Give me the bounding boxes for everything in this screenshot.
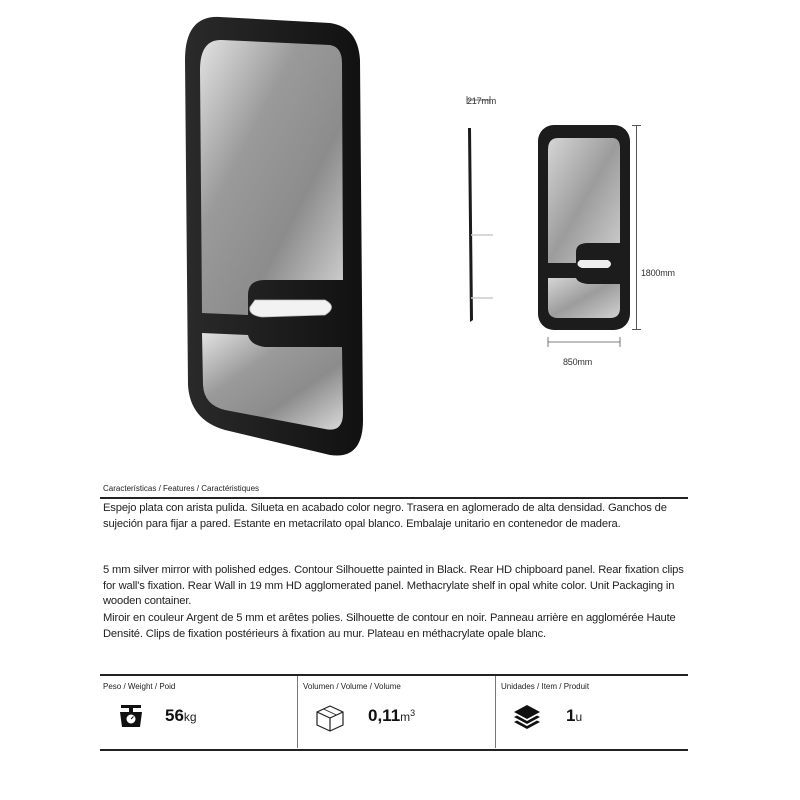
height-dimension-label: 1800mm: [641, 268, 675, 278]
spec-weight: [100, 676, 290, 748]
side-view-drawing: [455, 90, 505, 330]
front-view-drawing: [530, 120, 640, 350]
divider-bottom: [100, 749, 688, 751]
mirror-glass-upper: [200, 40, 343, 315]
scale-icon: [118, 704, 144, 728]
height-dimension-tick-top: [632, 125, 641, 126]
spec-volume: [297, 676, 488, 748]
spec-volume-unit-exponent: 3: [410, 708, 416, 718]
description-spanish: Espejo plata con arista pulida. Silueta en acabado color negro. Trasera en aglomerado de alta densidad. Ganchos de sujeción para fijar a pared. Estante en metacrilato opal blanco. Embalaje unitario en contenedor de madera.: [103, 502, 667, 530]
spec-units-value: 1: [566, 706, 576, 725]
height-dimension-tick-bottom: [632, 329, 641, 330]
layers-icon: [513, 704, 541, 730]
description-english: 5 mm silver mirror with polished edges. Contour Silhouette painted in Black. Rear HD chipboard panel. Rear fixation clips for wall's fixation. Rear Wall in 19 mm HD agglomerated panel. Methacrylate shelf in opal white color. Unit Packaging in wooden container.: [103, 564, 684, 607]
spec-volume-unit: m: [400, 710, 411, 724]
spec-volume-value: 0,11: [368, 706, 401, 725]
spec-units: [495, 676, 686, 748]
spec-units-value-group: [566, 706, 582, 726]
height-dimension-line: [636, 125, 637, 330]
spec-weight-value-group: [165, 706, 197, 726]
spec-units-unit: u: [575, 710, 583, 724]
spec-volume-value-group: [368, 706, 415, 726]
spec-weight-value: 56: [165, 706, 184, 725]
spec-volume-label: Volumen / Volume / Volume: [303, 682, 401, 691]
box-icon: [315, 704, 345, 732]
depth-dimension-label: 217mm: [467, 96, 497, 106]
width-dimension-label: 850mm: [563, 357, 593, 367]
description-french: Miroir en couleur Argent de 5 mm et arêtes polies. Silhouette de contour en noir. Panneau arrière en agglomérée Haute Densité. Clips de fixation postérieurs à fixation au mur. Plateau en méthacrylate opale blanc.: [103, 612, 676, 640]
features-header: Características / Features / Caractéristiques: [103, 484, 260, 493]
spec-weight-unit: kg: [183, 710, 197, 724]
spec-units-label: Unidades / Item / Produit: [501, 682, 590, 691]
mirror-product-image: [180, 15, 380, 465]
mirror-shelf: [250, 300, 332, 317]
spec-weight-label: Peso / Weight / Poid: [103, 682, 176, 691]
divider-top: [100, 497, 688, 499]
